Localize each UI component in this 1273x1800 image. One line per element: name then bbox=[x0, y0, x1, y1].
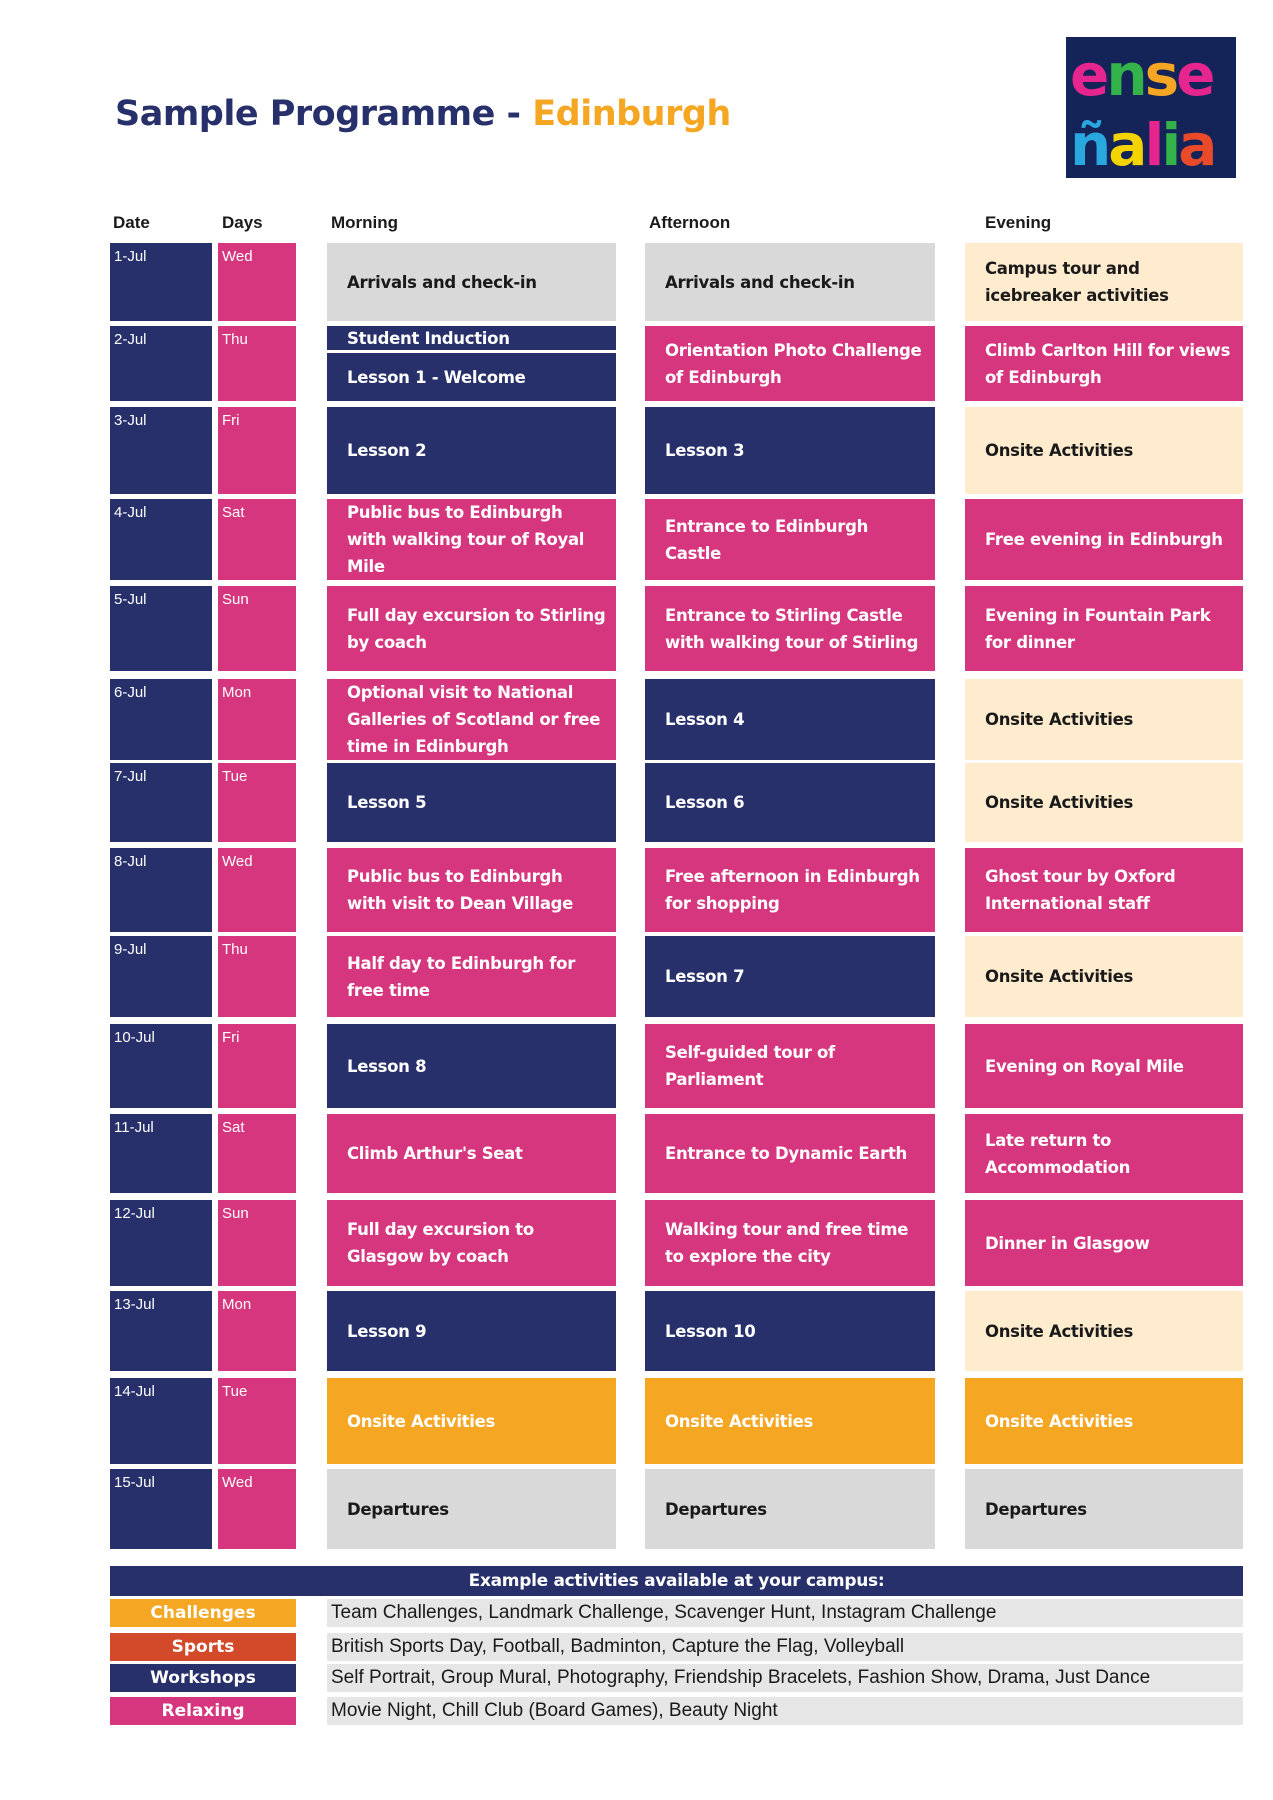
day-cell: Thu bbox=[218, 936, 296, 1017]
category-activities: British Sports Day, Football, Badminton, Capture the Flag, Volleyball bbox=[327, 1633, 1243, 1661]
category-activities: Self Portrait, Group Mural, Photography, Friendship Bracelets, Fashion Show, Drama, Just Dance bbox=[327, 1664, 1243, 1692]
column-header-morning: Morning bbox=[331, 213, 399, 232]
evening-activity: Evening on Royal Mile bbox=[965, 1024, 1243, 1108]
date-cell: 11-Jul bbox=[110, 1114, 212, 1193]
afternoon-activity: Lesson 10 bbox=[645, 1291, 935, 1371]
column-header-days: Days bbox=[222, 213, 263, 232]
afternoon-activity: Free afternoon in Edinburgh for shopping bbox=[645, 848, 935, 932]
morning-activity: Climb Arthur's Seat bbox=[327, 1114, 616, 1193]
date-cell: 1-Jul bbox=[110, 243, 212, 321]
evening-activity: Evening in Fountain Park for dinner bbox=[965, 586, 1243, 671]
evening-activity: Onsite Activities bbox=[965, 936, 1243, 1017]
evening-activity: Late return to Accommodation bbox=[965, 1114, 1243, 1193]
date-cell: 13-Jul bbox=[110, 1291, 212, 1371]
morning-activity: Full day excursion to Glasgow by coach bbox=[327, 1200, 616, 1286]
date-cell: 2-Jul bbox=[110, 326, 212, 401]
day-cell: Tue bbox=[218, 763, 296, 842]
afternoon-activity: Onsite Activities bbox=[645, 1378, 935, 1464]
day-cell: Sun bbox=[218, 586, 296, 671]
date-cell: 3-Jul bbox=[110, 407, 212, 494]
title-accent: Edinburgh bbox=[532, 94, 731, 134]
column-header-evening: Evening bbox=[985, 213, 1052, 232]
afternoon-activity: Walking tour and free time to explore the city bbox=[645, 1200, 935, 1286]
morning-activity: Half day to Edinburgh for free time bbox=[327, 936, 616, 1017]
morning-activity: Public bus to Edinburgh with walking tour of Royal Mile bbox=[327, 499, 616, 580]
morning-activity: Lesson 5 bbox=[327, 763, 616, 842]
evening-activity: Onsite Activities bbox=[965, 1291, 1243, 1371]
evening-activity: Onsite Activities bbox=[965, 679, 1243, 760]
evening-activity: Ghost tour by Oxford International staff bbox=[965, 848, 1243, 932]
morning-activity: Optional visit to National Galleries of Scotland or free time in Edinburgh bbox=[327, 679, 616, 760]
day-cell: Mon bbox=[218, 679, 296, 760]
day-cell: Tue bbox=[218, 1378, 296, 1464]
date-cell: 7-Jul bbox=[110, 763, 212, 842]
title-main: Sample Programme - bbox=[115, 94, 533, 134]
evening-activity: Departures bbox=[965, 1469, 1243, 1549]
day-cell: Fri bbox=[218, 1024, 296, 1108]
afternoon-activity: Self-guided tour of Parliament bbox=[645, 1024, 935, 1108]
evening-activity: Climb Carlton Hill for views of Edinburgh bbox=[965, 326, 1243, 401]
category-label: Workshops bbox=[110, 1664, 296, 1692]
column-header-afternoon: Afternoon bbox=[649, 213, 731, 232]
logo-graphic bbox=[1066, 37, 1236, 178]
date-cell: 14-Jul bbox=[110, 1378, 212, 1464]
category-activities: Team Challenges, Landmark Challenge, Scavenger Hunt, Instagram Challenge bbox=[327, 1599, 1243, 1627]
morning-activity-top: Student Induction bbox=[327, 326, 616, 350]
day-cell: Sat bbox=[218, 499, 296, 580]
morning-activity: Lesson 1 - Welcome bbox=[327, 353, 616, 401]
date-cell: 8-Jul bbox=[110, 848, 212, 932]
morning-activity: Departures bbox=[327, 1469, 616, 1549]
morning-activity: Lesson 2 bbox=[327, 407, 616, 494]
category-activities: Movie Night, Chill Club (Board Games), Beauty Night bbox=[327, 1697, 1243, 1725]
afternoon-activity: Entrance to Stirling Castle with walking tour of Stirling bbox=[645, 586, 935, 671]
date-cell: 5-Jul bbox=[110, 586, 212, 671]
evening-activity: Onsite Activities bbox=[965, 407, 1243, 494]
afternoon-activity: Entrance to Dynamic Earth bbox=[645, 1114, 935, 1193]
category-label: Challenges bbox=[110, 1599, 296, 1627]
brand-logo bbox=[1066, 37, 1236, 178]
day-cell: Sun bbox=[218, 1200, 296, 1286]
date-cell: 4-Jul bbox=[110, 499, 212, 580]
day-cell: Wed bbox=[218, 848, 296, 932]
category-label: Relaxing bbox=[110, 1697, 296, 1725]
afternoon-activity: Arrivals and check-in bbox=[645, 243, 935, 321]
column-header-date: Date bbox=[113, 213, 150, 232]
day-cell: Fri bbox=[218, 407, 296, 494]
day-cell: Wed bbox=[218, 243, 296, 321]
day-cell: Sat bbox=[218, 1114, 296, 1193]
date-cell: 10-Jul bbox=[110, 1024, 212, 1108]
day-cell: Mon bbox=[218, 1291, 296, 1371]
morning-activity: Lesson 9 bbox=[327, 1291, 616, 1371]
evening-activity: Onsite Activities bbox=[965, 763, 1243, 842]
evening-activity: Campus tour and icebreaker activities bbox=[965, 243, 1243, 321]
day-cell: Thu bbox=[218, 326, 296, 401]
date-cell: 6-Jul bbox=[110, 679, 212, 760]
date-cell: 9-Jul bbox=[110, 936, 212, 1017]
date-cell: 12-Jul bbox=[110, 1200, 212, 1286]
morning-activity: Lesson 8 bbox=[327, 1024, 616, 1108]
afternoon-activity: Entrance to Edinburgh Castle bbox=[645, 499, 935, 580]
morning-activity: Full day excursion to Stirling by coach bbox=[327, 586, 616, 671]
afternoon-activity: Lesson 7 bbox=[645, 936, 935, 1017]
afternoon-activity: Orientation Photo Challenge of Edinburgh bbox=[645, 326, 935, 401]
svg-text:ense: ense bbox=[1070, 41, 1213, 109]
date-cell: 15-Jul bbox=[110, 1469, 212, 1549]
afternoon-activity: Lesson 6 bbox=[645, 763, 935, 842]
morning-activity: Arrivals and check-in bbox=[327, 243, 616, 321]
morning-activity: Public bus to Edinburgh with visit to Dean Village bbox=[327, 848, 616, 932]
activities-heading: Example activities available at your campus: bbox=[110, 1566, 1243, 1596]
evening-activity: Free evening in Edinburgh bbox=[965, 499, 1243, 580]
day-cell: Wed bbox=[218, 1469, 296, 1549]
afternoon-activity: Lesson 4 bbox=[645, 679, 935, 760]
evening-activity: Onsite Activities bbox=[965, 1378, 1243, 1464]
category-label: Sports bbox=[110, 1633, 296, 1661]
evening-activity: Dinner in Glasgow bbox=[965, 1200, 1243, 1286]
svg-text:ñalia: ñalia bbox=[1070, 111, 1215, 178]
morning-activity: Onsite Activities bbox=[327, 1378, 616, 1464]
afternoon-activity: Lesson 3 bbox=[645, 407, 935, 494]
afternoon-activity: Departures bbox=[645, 1469, 935, 1549]
page-title bbox=[115, 94, 731, 134]
